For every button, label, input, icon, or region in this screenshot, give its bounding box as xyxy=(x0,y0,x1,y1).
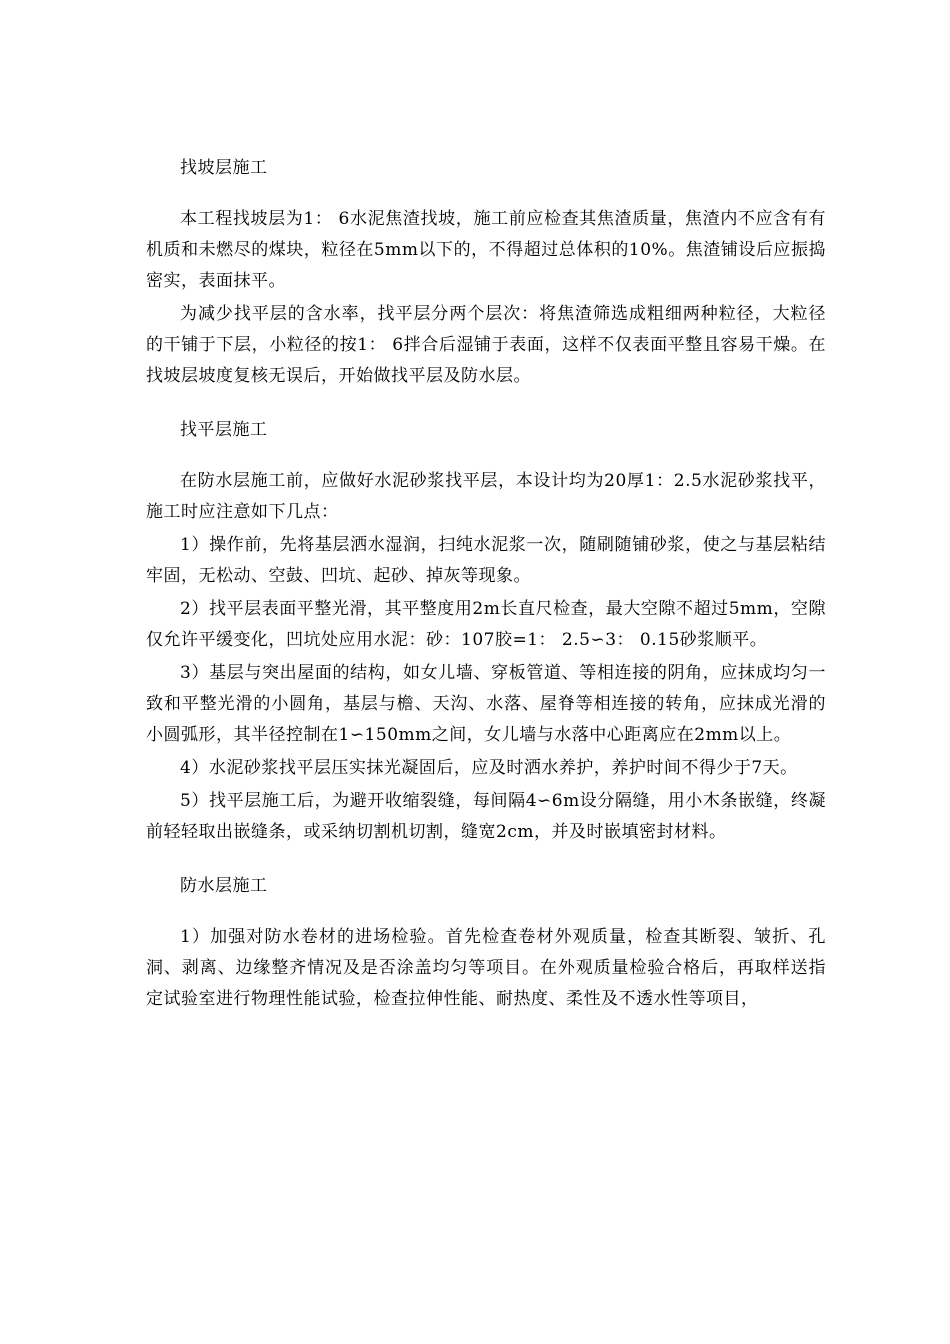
paragraph: 本工程找坡层为1： 6水泥焦渣找坡，施工前应检查其焦渣质量，焦渣内不应含有有机质和未燃尽的煤块，粒径在5mm以下的，不得超过总体积的10%。焦渣铺设后应振捣密实，表面抹平。 xyxy=(146,209,826,291)
section-heading: 找平层施工 xyxy=(180,420,268,440)
list-item: 5）找平层施工后，为避开收缩裂缝，每间隔4∽6m设分隔缝，用小木条嵌缝，终凝前轻轻取出嵌缝条，或采纳切割机切割，缝宽2cm，并及时嵌填密封材料。 xyxy=(146,791,826,842)
list-item: 3）基层与突出屋面的结构，如女儿墙、穿板管道、等相连接的阴角，应抹成均匀一致和平整光滑的小圆角，基层与檐、天沟、水落、屋脊等相连接的转角，应抹成光滑的小圆弧形，其半径控制在1∽150mm之间，女儿墙与水落中心距离应在2mm以上。 xyxy=(146,663,826,745)
list-item: 1）操作前，先将基层洒水湿润，扫纯水泥浆一次，随刷随铺砂浆，使之与基层粘结牢固，无松动、空鼓、凹坑、起砂、掉灰等现象。 xyxy=(146,535,826,586)
list-item: 1）加强对防水卷材的进场检验。首先检查卷材外观质量，检查其断裂、皱折、孔洞、剥离、边缘整齐情况及是否涂盖均匀等项目。在外观质量检验合格后，再取样送指定试验室进行物理性能试验，检查拉伸性能、耐热度、柔性及不透水性等项目， xyxy=(146,927,826,1009)
section-heading: 找坡层施工 xyxy=(180,158,268,178)
paragraph: 为减少找平层的含水率，找平层分两个层次：将焦渣筛选成粗细两种粒径，大粒径的干铺于下层，小粒径的按1： 6拌合后湿铺于表面，这样不仅表面平整且容易干燥。在找坡层坡度复核无误后，开始做找平层及防水层。 xyxy=(146,304,826,386)
list-item: 4）水泥砂浆找平层压实抹光凝固后，应及时洒水养护，养护时间不得少于7天。 xyxy=(180,758,798,778)
list-item: 2）找平层表面平整光滑，其平整度用2m长直尺检查，最大空隙不超过5mm，空隙仅允许平缓变化，凹坑处应用水泥：砂：107胶=1： 2.5∽3： 0.15砂浆顺平。 xyxy=(146,599,826,650)
section-heading: 防水层施工 xyxy=(180,876,268,896)
document-body xyxy=(146,152,826,1015)
paragraph: 在防水层施工前，应做好水泥砂浆找平层，本设计均为20厚1：2.5水泥砂浆找平，施工时应注意如下几点： xyxy=(146,471,826,522)
